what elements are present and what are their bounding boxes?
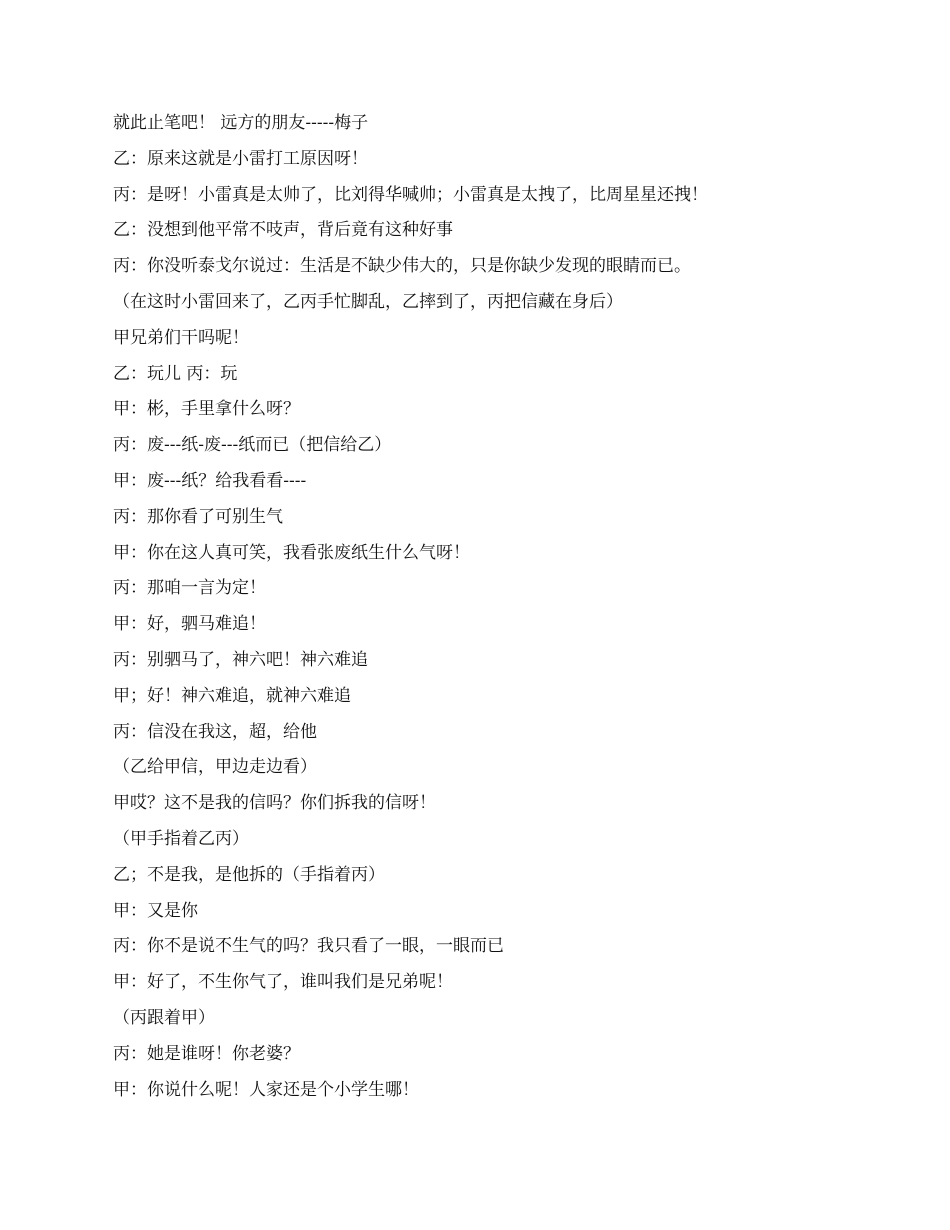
text-line: 丙：那咱一言为定！ [113, 578, 266, 599]
text-line: 甲：又是你 [113, 900, 198, 921]
text-line: 丙：别驷马了，神六吧！神六难追 [113, 649, 368, 670]
text-line: （甲手指着乙丙） [113, 828, 249, 849]
text-line: 丙：你不是说不生气的吗？我只看了一眼，一眼而已 [113, 936, 504, 957]
text-line: 乙：玩儿 丙：玩 [113, 363, 238, 384]
text-line: 甲：你说什么呢！人家还是个小学生哪！ [113, 1079, 419, 1100]
text-line: 丙：她是谁呀！你老婆？ [113, 1043, 300, 1064]
text-line: （在这时小雷回来了，乙丙手忙脚乱，乙摔到了，丙把信藏在身后） [113, 291, 623, 312]
script-text-block [113, 110, 873, 1112]
text-line: 乙：没想到他平常不吱声，背后竟有这种好事 [113, 220, 453, 241]
text-line: 乙；不是我，是他拆的（手指着丙） [113, 864, 385, 885]
text-line: 甲：彬，手里拿什么呀？ [113, 399, 300, 420]
text-line: 丙：是呀！小雷真是太帅了，比刘得华喊帅；小雷真是太拽了，比周星星还拽！ [113, 184, 708, 205]
text-line: 甲；好！神六难追，就神六难追 [113, 685, 351, 706]
text-line: 甲：好了，不生你气了，谁叫我们是兄弟呢！ [113, 972, 453, 993]
text-line: 丙：那你看了可别生气 [113, 506, 283, 527]
text-line: 甲哎？这不是我的信吗？你们拆我的信呀！ [113, 793, 436, 814]
text-line: 丙：你没听泰戈尔说过：生活是不缺少伟大的，只是你缺少发现的眼睛而已。 [113, 256, 691, 277]
text-line: 乙：原来这就是小雷打工原因呀！ [113, 148, 368, 169]
text-line: 就此止笔吧！ 远方的朋友-----梅子 [113, 113, 369, 133]
text-line: 丙：信没在我这，超，给他 [113, 721, 317, 742]
text-line: 甲：废---纸？给我看看---- [113, 470, 307, 491]
text-line: 甲：你在这人真可笑，我看张废纸生什么气呀！ [113, 542, 470, 563]
text-line: 甲：好，驷马难追！ [113, 614, 266, 635]
text-line: 丙：废---纸-废---纸而已（把信给乙） [113, 435, 392, 456]
text-line: （乙给甲信，甲边走边看） [113, 757, 317, 778]
text-line: （丙跟着甲） [113, 1007, 215, 1028]
text-line: 甲兄弟们干吗呢！ [113, 327, 249, 348]
